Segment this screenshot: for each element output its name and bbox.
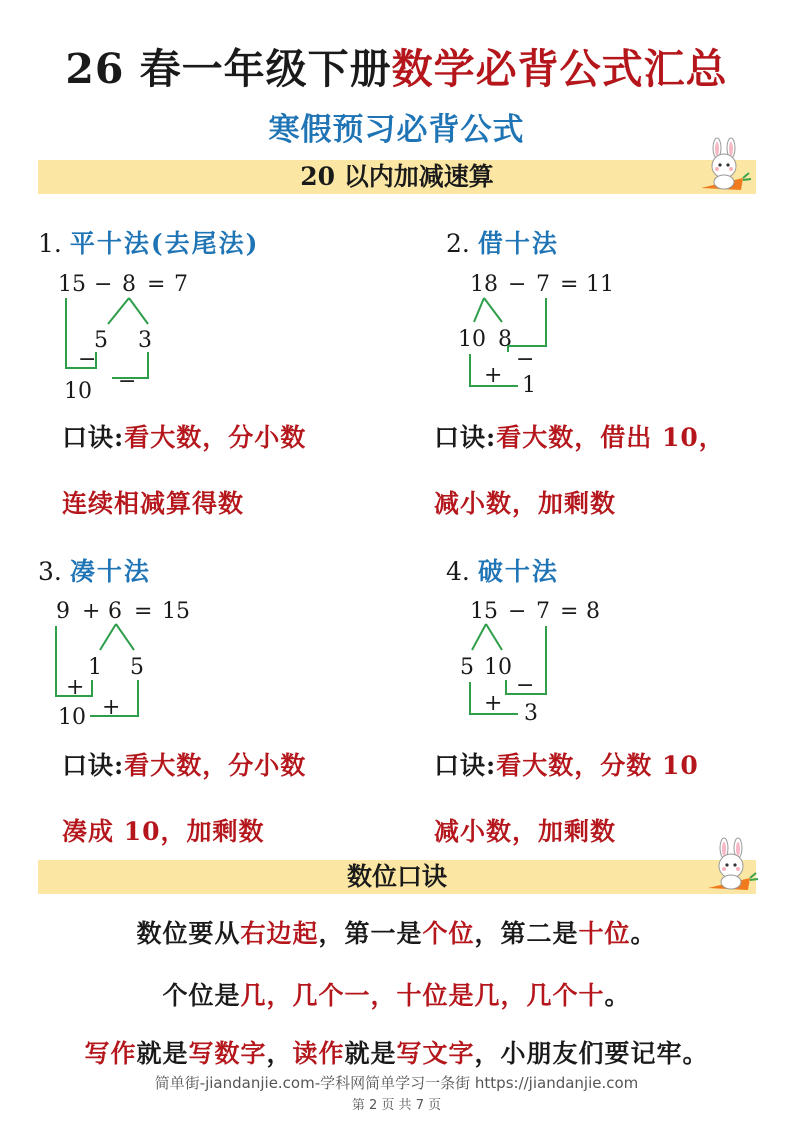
split-left: 5 [460,655,474,680]
result: 15 [162,599,190,624]
rhyme-line-1: 看大数，分小数 [124,423,307,452]
rhyme-line-1: 看大数，分数 10 [496,751,699,780]
method-2-rhyme-2 [434,484,616,520]
rhyme-label: 口诀: [434,423,497,452]
operand-a: 9 [56,599,70,624]
page-subtitle: 寒假预习必背公式 [268,112,525,148]
rhyme-label: 口诀: [62,751,125,780]
operator: − [94,272,113,297]
step2-operator: + [484,691,503,716]
step1-operator: − [516,673,535,698]
method-name: 平十法(去尾法) [69,229,260,258]
method-2-diagram [458,262,672,402]
method-1-diagram [50,262,260,402]
rhyme-line-1: 看大数，借出 10， [496,423,725,452]
operator: + [82,599,101,624]
title-red: 数学必背公式汇总 [391,45,728,93]
method-4-diagram [462,590,672,730]
operand-a: 18 [470,272,498,297]
operator: − [508,599,527,624]
method-3-diagram [50,590,260,730]
title-black: 26 春一年级下册 [65,45,392,93]
operand-b: 8 [122,272,136,297]
method-number: 3. [38,557,62,586]
equals-sign: = [147,272,166,297]
operator: − [508,272,527,297]
rhyme-label: 口诀: [62,423,125,452]
split-left: 10 [458,327,486,352]
result: 11 [586,272,614,297]
band-title: 20 以内加减速算 [300,162,494,191]
page-title [0,36,793,95]
method-4-heading [446,552,559,588]
split-right: 10 [484,655,512,680]
method-3-rhyme-2 [62,812,265,848]
footer-site: 简单街-jiandanjie.com-学科网简单学习一条街 https://jiandanjie.com [154,1074,639,1092]
method-2-rhyme [434,418,725,454]
operand-a: 15 [58,272,86,297]
rhyme-line-2: 凑成 10，加剩数 [62,817,265,846]
method-4-rhyme [434,746,699,782]
result: 8 [586,599,600,624]
rhyme-line-2: 减小数，加剩数 [434,817,617,846]
equals-sign: = [560,599,579,624]
method-1-heading [38,224,259,260]
operand-b: 7 [536,272,550,297]
method-number: 2. [446,229,470,258]
step2-operator: + [102,695,121,720]
split-left: 5 [94,328,108,353]
method-1-rhyme [62,418,306,454]
remainder: 3 [524,701,538,726]
ten: 10 [64,379,92,404]
step1-operator: − [78,347,97,372]
split-right: 8 [498,327,512,352]
method-4-rhyme-2 [434,812,616,848]
ten: 10 [58,705,86,730]
method-3-rhyme [62,746,306,782]
section-band-place-value [38,860,756,894]
rhyme-line-2: 连续相减算得数 [62,489,245,518]
band-title: 数位口诀 [346,862,447,891]
rhyme-label: 口诀: [434,751,497,780]
bunny-with-carrot-icon [695,138,755,198]
section-band-arithmetic [38,160,756,194]
method-2-heading [446,224,559,260]
step2-operator: + [484,363,503,388]
method-1-rhyme-2 [62,484,244,520]
page-number: 第 2 页 共 7 页 [351,1098,442,1113]
bunny-with-carrot-icon [702,838,762,898]
equals-sign: = [134,599,153,624]
method-3-heading [38,552,151,588]
equals-sign: = [560,272,579,297]
method-name: 破十法 [477,557,559,586]
method-name: 凑十法 [69,557,151,586]
place-value-line-2: 个位是几，几个一，十位是几，几个十。 [162,981,631,1010]
split-right: 3 [138,328,152,353]
step2-operator: − [118,369,137,394]
place-value-line-1: 数位要从右边起，第一是个位，第二是十位。 [136,919,657,948]
operand-b: 7 [536,599,550,624]
remainder: 1 [522,373,536,398]
place-value-line-3: 写作就是写数字，读作就是写文字，小朋友们要记牢。 [84,1039,709,1068]
result: 7 [174,272,188,297]
split-right: 5 [130,655,144,680]
operand-b: 6 [108,599,122,624]
method-number: 4. [446,557,470,586]
method-number: 1. [38,229,62,258]
operand-a: 15 [470,599,498,624]
step1-operator: + [66,675,85,700]
method-name: 借十法 [477,229,559,258]
step1-operator: − [516,347,535,372]
rhyme-line-2: 减小数，加剩数 [434,489,617,518]
split-left: 1 [88,655,102,680]
rhyme-line-1: 看大数，分小数 [124,751,307,780]
